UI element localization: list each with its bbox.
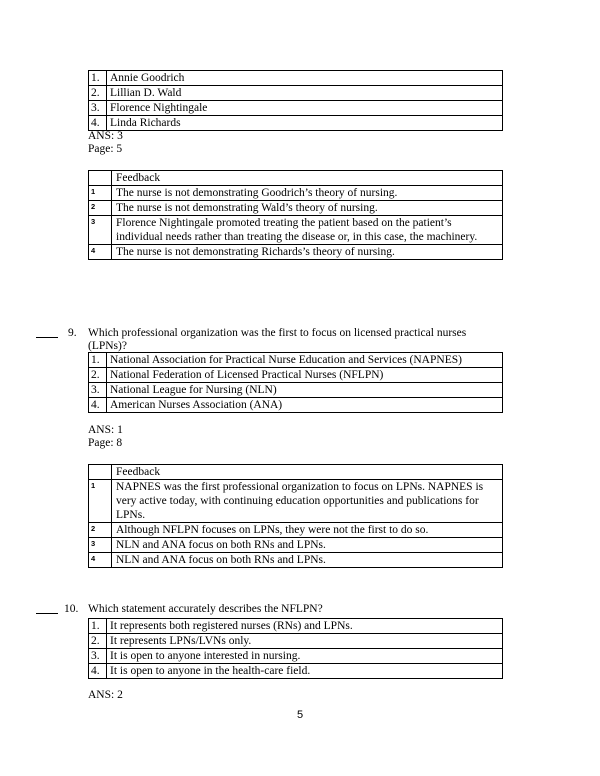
q10-number: 10. [64,603,79,615]
feedback-text: Florence Nightingale promoted treating the patient based on the patient’s individual needs rather than treating the disease or, in this case, the machinery. [112,216,503,245]
option-number: 4. [89,398,107,413]
feedback-number: 2 [89,523,112,538]
feedback-header: Feedback [112,171,503,186]
feedback-text: The nurse is not demonstrating Richards’s theory of nursing. [112,245,503,260]
option-row [89,368,503,383]
feedback-number: 1 [89,480,112,523]
option-text: It represents LPNs/LVNs only. [107,634,503,649]
feedback-text: NLN and ANA focus on both RNs and LPNs. [112,553,503,568]
option-number: 3. [89,101,107,116]
feedback-number: 3 [89,538,112,553]
feedback-row [89,538,503,553]
feedback-header-row [89,465,503,480]
option-row [89,634,503,649]
feedback-text: The nurse is not demonstrating Wald’s theory of nursing. [112,201,503,216]
feedback-number: 4 [89,245,112,260]
q10-question-text: Which statement accurately describes the NFLPN? [88,603,323,615]
q10-answer-blank[interactable] [36,603,58,618]
q9-number: 9. [68,327,77,339]
option-text: Annie Goodrich [107,71,503,86]
option-row [89,398,503,413]
feedback-number: 4 [89,553,112,568]
option-text: National Federation of Licensed Practical Nurses (NFLPN) [107,368,503,383]
q9-page-ref: Page: 8 [88,437,123,449]
option-number: 1. [89,353,107,368]
q9-answer: ANS: 1 [88,424,123,436]
q9-question-text: Which professional organization was the first to focus on licensed practical nurses (LPNs)? [88,327,467,352]
option-text: It is open to anyone in the health-care field. [107,664,503,679]
option-number: 2. [89,86,107,101]
option-text: It is open to anyone interested in nursing. [107,649,503,664]
option-row [89,619,503,634]
option-row [89,71,503,86]
option-number: 2. [89,368,107,383]
feedback-number: 1 [89,186,112,201]
option-text: National Association for Practical Nurse Education and Services (NAPNES) [107,353,503,368]
feedback-row [89,245,503,260]
q8-answer: ANS: 3 [88,130,123,142]
option-row [89,664,503,679]
option-number: 3. [89,383,107,398]
feedback-text: The nurse is not demonstrating Goodrich’s theory of nursing. [112,186,503,201]
option-number: 1. [89,619,107,634]
feedback-text: NAPNES was the first professional organization to focus on LPNs. NAPNES is very active today, with continuing education opportunities and publications for LPNs. [112,480,503,523]
option-row [89,101,503,116]
q10-options-table [88,618,503,679]
option-row [89,649,503,664]
option-text: American Nurses Association (ANA) [107,398,503,413]
q9-feedback-table [88,464,503,568]
page-number: 5 [296,709,304,721]
q8-feedback-table [88,170,503,260]
option-text: Linda Richards [107,116,503,131]
q8-options-table [88,70,503,131]
option-number: 4. [89,664,107,679]
feedback-row [89,523,503,538]
option-row [89,353,503,368]
feedback-header-row [89,171,503,186]
option-text: Lillian D. Wald [107,86,503,101]
feedback-text: NLN and ANA focus on both RNs and LPNs. [112,538,503,553]
q8-page-ref: Page: 5 [88,143,123,155]
feedback-text: Although NFLPN focuses on LPNs, they were not the first to do so. [112,523,503,538]
option-row [89,86,503,101]
feedback-number: 2 [89,201,112,216]
option-row [89,116,503,131]
q10-answer: ANS: 2 [88,689,123,701]
feedback-row [89,186,503,201]
option-number: 4. [89,116,107,131]
feedback-header: Feedback [112,465,503,480]
option-text: It represents both registered nurses (RNs) and LPNs. [107,619,503,634]
feedback-number: 3 [89,216,112,245]
q9-options-table [88,352,503,413]
feedback-row [89,480,503,523]
option-number: 3. [89,649,107,664]
feedback-row [89,553,503,568]
feedback-row [89,216,503,245]
feedback-row [89,201,503,216]
option-text: National League for Nursing (NLN) [107,383,503,398]
option-number: 1. [89,71,107,86]
option-row [89,383,503,398]
option-number: 2. [89,634,107,649]
q9-answer-blank[interactable] [36,327,58,342]
option-text: Florence Nightingale [107,101,503,116]
